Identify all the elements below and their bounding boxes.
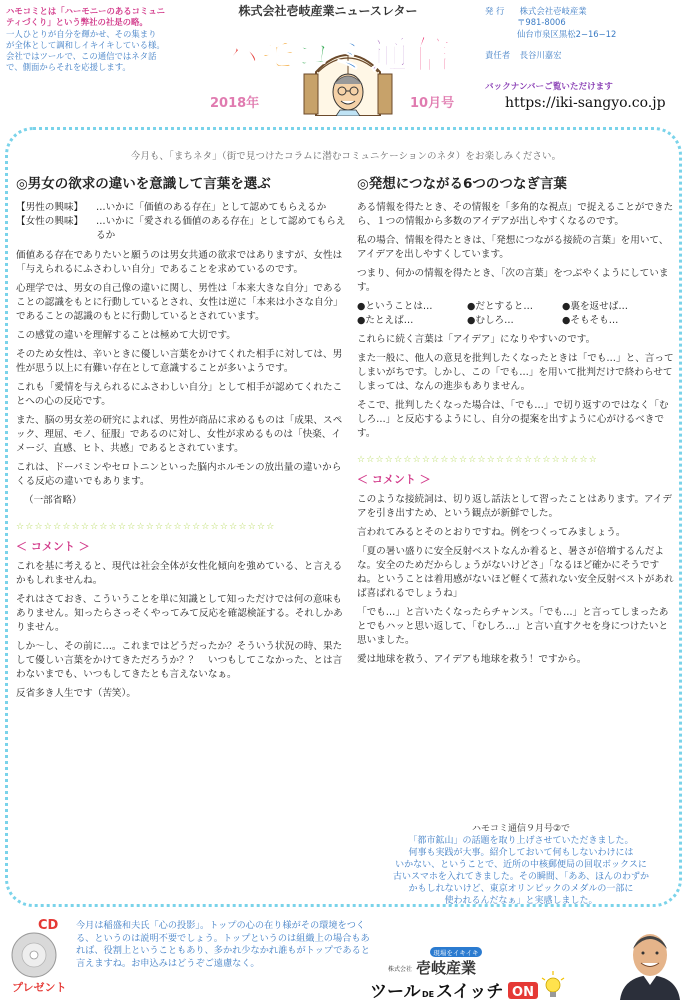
left-paragraph: そのため女性は、辛いときに優しい言葉をかけてくれた相手に対しては、男性が思う以上に有難い存在として意識することが多いようです。 xyxy=(16,349,343,374)
left-paragraph: 価値ある存在でありたいと願うのは男女共通の欲求ではありますが、女性は「与えられるにふさわしい自分」であることを求めているのです。 xyxy=(16,250,343,275)
update-note-line: ハモコミ通信９月号②で xyxy=(471,824,571,834)
right-paragraph: また一般に、他人の意見を批判したくなったときは「でも…」と、言ってしまいがちです。しかし、この「でも…」を用いて批判だけで終わらせてしまっては、なんの進歩もありません。 xyxy=(357,353,674,392)
intro-line-1: ハモコミとは「ハーモニーのあるコミュニ xyxy=(6,6,165,16)
logo-switch: スイッチ xyxy=(436,982,504,1000)
star-divider: ☆☆☆☆☆☆☆☆☆☆☆☆☆☆☆☆☆☆☆☆☆☆☆☆☆☆ xyxy=(357,455,598,465)
female-interest-label: 【女性の興味】 xyxy=(16,216,84,227)
left-paragraph: これも「愛情を与えられるにふさわしい自分」として相手が認めてくれたことへの心の反応です。 xyxy=(16,382,343,407)
left-comment: これを基に考えると、現代は社会全体が女性化傾向を強めている、と言えるかもしれませんね。 xyxy=(16,561,343,586)
backnumber-notice: バックナンバーご覧いただけます xyxy=(485,82,613,92)
author-portrait xyxy=(615,925,685,1000)
on-label: ON xyxy=(512,985,534,1000)
right-paragraph: これらに続く言葉は「アイデア」になりやすいのです。 xyxy=(357,334,596,345)
omission-note: （一部省略） xyxy=(24,495,82,506)
update-note-line: 古いスマホを入れてきました。その瞬間、「ああ、ほんのわずか xyxy=(393,872,649,882)
male-interest xyxy=(16,201,346,215)
connector-list xyxy=(357,300,677,328)
logo-tool: ツール xyxy=(370,982,421,1000)
intro-line-2: ティづくり」という弊社の社是の略。 xyxy=(6,17,148,28)
connector-item: ●裏を返せば… xyxy=(562,301,628,312)
intro-line-3: 一人ひとりが自分を輝かせ、その集まり xyxy=(6,28,157,39)
update-note-line: 何事も実践が大事。紹介しておいて何もしないわけには xyxy=(408,848,634,858)
logo-kabushiki: 株式会社 xyxy=(388,966,413,973)
newsletter-title xyxy=(221,33,451,77)
cd-present-text: 今月は稲盛和夫氏「心の投影」。トップの心の在り様がその環境をつくる、というのは説明不要でしょう。トップというのは組織上の場合もあれば、役割上ということもあり、多かれ少なかれ誰もがトップであると言えますね。お申込みはどうぞご遠慮なく。 xyxy=(76,920,370,969)
left-paragraph: また、脳の男女差の研究によれば、男性が商品に求めるものは「成果、スペック、理屈、モノ、征服」であるのに対し、女性が求めるものは「快楽、イメージ、直感、ヒト、共感」であるとされています。 xyxy=(16,415,343,454)
connector-item: ●だとすると… xyxy=(467,301,533,312)
lead-text: 今月も、「まちネタ」（街で見つけたコラムに潜むコミュニケーションのネタ）をお楽しみください。 xyxy=(130,151,562,162)
right-comment: 「夏の暑い盛りに安全反射ベストなんか着ると、暑さが倍増するんだよな。安全のためだからしょうがないけどさ」「なるほど確かにそうですね。ということは着用感がないほど軽くて蒸れない安全反射ベストがあれば喜ばれるでしょうね」 xyxy=(357,546,674,599)
right-heading: ◎発想につながる6つのつなぎ言葉 xyxy=(357,176,567,192)
intro-line-4: が全体として調和しイキイキしている様。 xyxy=(6,39,165,50)
responsible-label: 責任者 xyxy=(485,49,511,60)
right-paragraph: つまり、何かの情報を得たとき、「次の言葉」をつぶやくようにしています。 xyxy=(357,268,669,293)
left-heading: ◎男女の欲求の違いを意識して言葉を選ぶ xyxy=(16,176,271,192)
lightbulb-icon xyxy=(542,971,564,997)
connector-item: ●むしろ… xyxy=(467,315,514,326)
right-paragraph: そこで、批判したくなった場合は、「でも…」で切り返すのではなく「むしろ…」と反応するようにし、自分の提案を出すように心がけるべきです。 xyxy=(357,400,669,439)
publisher-label: 発 行 xyxy=(485,6,505,16)
title-char: 通 xyxy=(370,33,410,77)
male-interest-text: …いかに「価値のある存在」として認めてもらえるか xyxy=(96,202,327,213)
publisher-zip: 〒981-8006 xyxy=(517,17,566,28)
cd-label: CD xyxy=(38,918,59,933)
right-comment: 「でも…」と言いたくなったらチャンス。「でも…」と言ってしまったあとでもハッと思い返して、「むしろ…」と言い直すクセを身につけたいと思いました。 xyxy=(357,607,669,646)
connector-item: ●たとえば… xyxy=(357,315,414,326)
left-paragraph: この感覚の違いを理解することは極めて大切です。 xyxy=(16,330,236,341)
logo-company: 壱岐産業 xyxy=(416,959,477,977)
title-char: コ xyxy=(293,33,333,77)
left-column xyxy=(16,175,346,706)
responsible-name: 長谷川嘉宏 xyxy=(519,49,562,60)
right-comment: 言われてみるとそのとおりですね。例をつくってみましょう。 xyxy=(357,527,626,538)
logo-tagline: 現場をイキイキ xyxy=(433,949,479,957)
publisher-info xyxy=(485,6,690,61)
publisher-row xyxy=(485,6,690,17)
female-interest-text: …いかに「愛される価値のある存在」として認めてもらえるか xyxy=(96,216,346,241)
intro-text xyxy=(6,6,202,74)
title-char: ハ xyxy=(220,33,260,77)
title-char: モ xyxy=(258,33,298,77)
left-paragraph: 心理学では、男女の自己像の違いに関し、男性は「本来大きな自分」であることの認識をもとに行動しているとされ、女性は逆に「本来は小さな自分」であることの認識のもとに行動しているとされています。 xyxy=(16,283,343,322)
right-comment: 愛は地球を救う、アイデアも地球を救う！ですから。 xyxy=(357,654,587,665)
title-char: 信 xyxy=(412,33,452,77)
right-paragraph: 私の場合、情報を得たときは、「発想につながる接続の言葉」を用いて、アイデアを出しやすくしています。 xyxy=(357,235,669,260)
connector-item: ●ということは… xyxy=(357,301,433,312)
update-note-line: いかない、ということで、近所の中核郵便局の回収ボックスに xyxy=(395,860,647,870)
cd-present-label: プレゼント xyxy=(12,981,67,994)
company-logo xyxy=(368,945,568,1000)
issue-year: 2018年 xyxy=(210,96,260,111)
logo-de: DE xyxy=(422,990,435,999)
responsible-row xyxy=(485,50,690,61)
publisher-address: 仙台市泉区黒松2−16−12 xyxy=(517,28,617,39)
publisher-name: 株式会社壱岐産業 xyxy=(519,6,587,16)
female-interest xyxy=(16,215,346,243)
connector-item: ●そもそも… xyxy=(562,315,619,326)
update-note-line: 使われるんだなぁ」と実感しました。 xyxy=(444,896,598,906)
left-comment: しか～し、その前に…。これまではどうだったか？そういう状況の時、果たして優しい言葉をかけてきただろうか？？ いつもしてこなかった、とは言わないまでも、いつもしてきたとも言えないなぁ。 xyxy=(16,641,343,680)
left-comment: 反省多き人生です（苦笑）。 xyxy=(16,688,136,699)
cd-present-badge xyxy=(10,907,70,997)
right-comment-heading: ＜ コメント ＞ xyxy=(357,473,431,486)
title-char: ミ xyxy=(328,33,368,77)
company-newsletter-name: 株式会社壱岐産業ニュースレター xyxy=(238,4,418,18)
update-note-line: かもしれないけど、東京オリンピックのメダルの一部に xyxy=(408,884,634,894)
left-comment: それはさておき、こういうことを単に知識として知っただけでは何の意味もありません。知ったらさっそくやってみて反応を確認検証する。それしかありません。 xyxy=(16,594,343,633)
update-note xyxy=(376,823,666,907)
left-comment-heading: ＜ コメント ＞ xyxy=(16,540,90,553)
right-column xyxy=(357,175,677,672)
website-link[interactable]: https://iki-sangyo.co.jp xyxy=(505,95,666,111)
right-paragraph: ある情報を得たとき、その情報を「多角的な視点」で捉えることができたら、１つの情報から多数のアイデアが出しやすくなるのです。 xyxy=(357,202,674,227)
right-comment: このような接続詞は、切り返し話法として習ったことはあります。アイデアを引き出すため、という観点が新鮮でした。 xyxy=(357,494,672,519)
issue-month: 10月号 xyxy=(410,96,455,111)
intro-line xyxy=(6,17,202,28)
male-interest-label: 【男性の興味】 xyxy=(16,202,84,213)
intro-line-6: で、側面からそれを応援します。 xyxy=(6,62,131,73)
update-note-line: 「都市鉱山」の話題を取り上げさせていただきました。 xyxy=(408,836,634,846)
intro-line xyxy=(6,6,202,17)
intro-line-5: 会社ではツールで、この通信ではネタ話 xyxy=(6,51,157,62)
left-paragraph: これは、ドーパミンやセロトニンといった脳内ホルモンの放出量の違いからくる反応の違いでもあります。 xyxy=(16,462,342,487)
star-divider: ☆☆☆☆☆☆☆☆☆☆☆☆☆☆☆☆☆☆☆☆☆☆☆☆☆☆☆☆ xyxy=(16,522,276,532)
